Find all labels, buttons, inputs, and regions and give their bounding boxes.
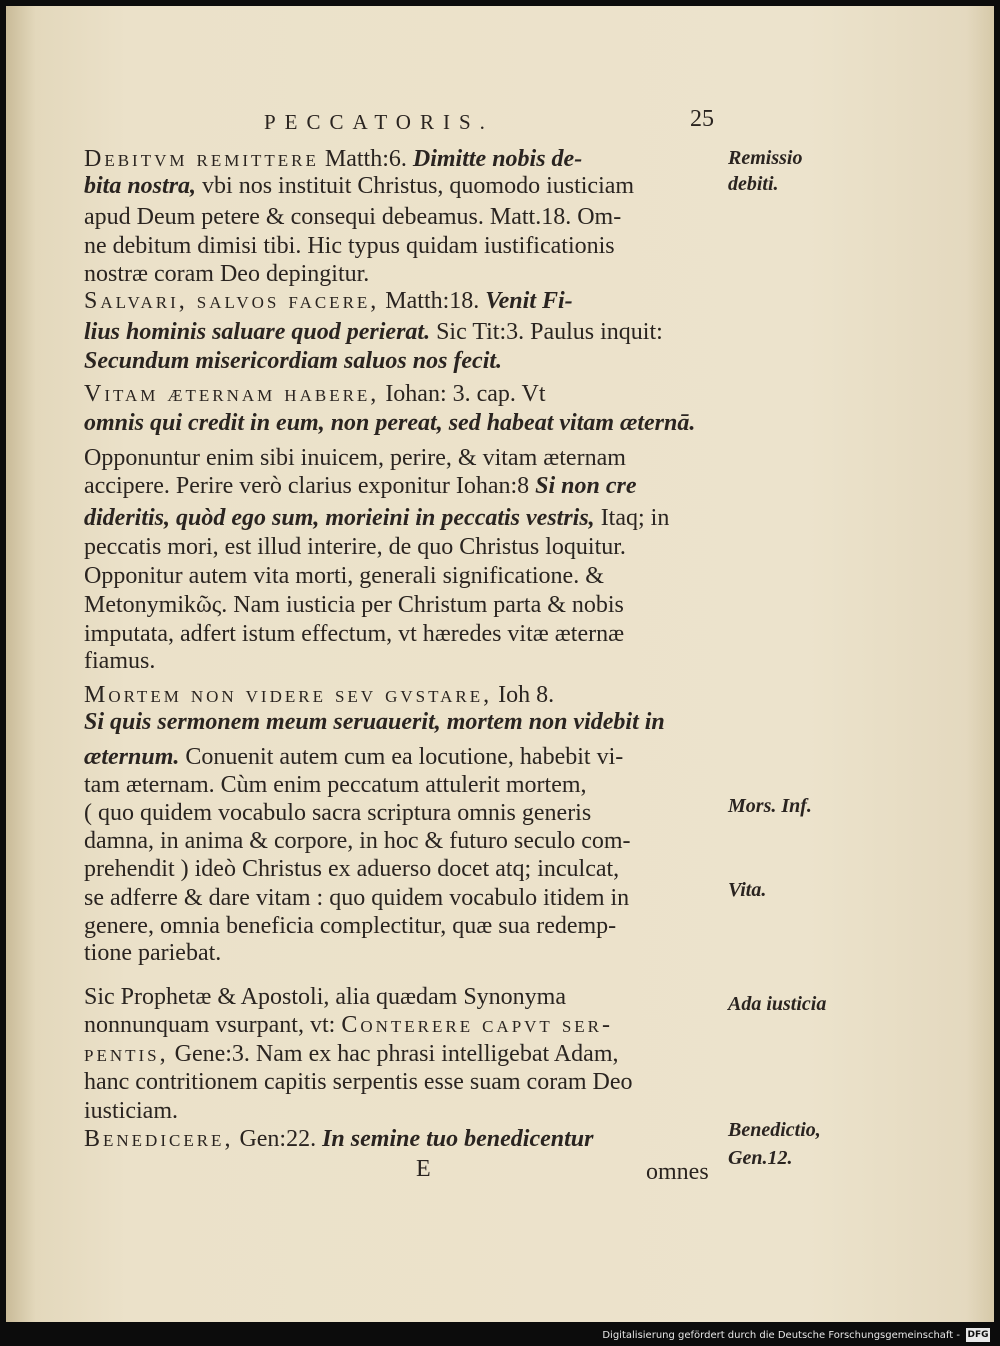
text-line [84,648,724,675]
text-segment: lius hominis saluare quod perierat. [84,319,431,345]
catchword: omnes [646,1159,709,1185]
text-line [84,913,724,940]
running-title: PECCATORIS. [264,110,494,134]
text-line [84,473,724,500]
text-line [84,940,724,967]
text-line [84,1098,724,1125]
text-segment: Venit Fi- [479,288,573,314]
text-segment: Matth:18. [379,288,480,314]
margin-note: Remissio [728,147,803,169]
text-segment: Conterere capvt ser- [341,1012,613,1038]
text-line [84,563,724,590]
text-line [84,800,724,827]
margin-note: debiti. [728,173,779,195]
text-segment: Vitam æternam habere, [84,381,380,407]
text-segment: Matth:6. [318,146,407,172]
text-segment: Conuenit autem cum ea locutione, habebit vi- [179,744,624,770]
text-line [84,1041,724,1068]
text-line [84,828,724,855]
text-line [84,885,724,912]
digitization-credit: Digitalisierung gefördert durch die Deutsche Forschungsgemeinschaft - [602,1330,960,1341]
text-segment: tione pariebat. [84,940,222,966]
dfg-logo: DFG [967,1330,989,1340]
text-line [84,146,724,173]
text-segment: dideritis, quòd ego sum, morieini in peccatis vestris, [84,505,595,531]
text-segment: In semine tuo benedicentur [316,1126,594,1152]
text-line [84,744,724,771]
text-segment: iusticiam. [84,1098,178,1124]
text-segment: ne debitum dimisi tibi. Hic typus quidam iustificationis [84,233,615,259]
text-segment: Si quis sermonem meum seruauerit, mortem non videbit in [84,709,665,735]
text-line [84,348,724,375]
text-segment: hanc contritionem capitis serpentis esse suam coram Deo [84,1069,633,1095]
text-segment: Sic Prophetæ & Apostoli, alia quædam Synonyma [84,984,566,1010]
text-segment: Debitvm remittere [84,146,319,172]
text-line [84,1012,724,1039]
text-line [84,381,724,408]
text-segment: Opponitur autem vita morti, generali significatione. & [84,563,604,589]
text-segment: nostræ coram Deo depingitur. [84,261,370,287]
margin-note: Ada iusticia [728,993,827,1015]
text-segment: genere, omnia beneficia complectitur, quæ sua redemp- [84,913,617,939]
page-number: 25 [690,106,714,132]
text-line [84,772,724,799]
text-segment: Salvari, salvos facere, [84,288,380,314]
text-segment: Itaq; in [594,505,670,531]
text-line [84,984,724,1011]
text-segment: Benedicere, [84,1126,234,1152]
text-segment: Secundum misericordiam saluos nos fecit. [84,348,503,374]
margin-note: Mors. Inf. [728,795,812,817]
text-segment: æternum. [84,744,180,770]
text-segment: imputata, adfert istum effectum, vt hæredes vitæ æternæ [84,621,625,647]
text-segment: Gen:22. [233,1126,317,1152]
signature-mark: E [416,1156,431,1182]
text-line [84,856,724,883]
text-line [84,1126,724,1153]
margin-note: Benedictio, [728,1119,821,1141]
text-segment: apud Deum petere & consequi debeamus. Matt.18. Om- [84,204,622,230]
text-segment: Sic Tit:3. Paulus inquit: [430,319,663,345]
text-segment: Iohan: 3. cap. Vt [379,381,546,407]
text-line [84,445,724,472]
text-segment: omnis qui credit in eum, non pereat, sed habeat vitam æternā. [84,410,696,436]
text-line [84,505,724,532]
text-segment: fiamus. [84,648,156,674]
text-line [84,204,724,231]
text-segment: Metonymikῶς. Nam iusticia per Christum parta & nobis [84,592,624,618]
text-segment: pentis, [84,1041,169,1067]
text-segment: Mortem non videre sev gvstare, [84,682,493,708]
text-segment: peccatis mori, est illud interire, de quo Christus loquitur. [84,534,626,560]
text-line [84,288,724,315]
text-segment: tam æternam. Cùm enim peccatum attulerit mortem, [84,772,587,798]
text-line [84,261,724,288]
text-segment: prehendit ) ideò Christus ex aduerso docet atq; inculcat, [84,856,620,882]
text-line [84,534,724,561]
text-line [84,709,724,736]
text-segment: ( quo quidem vocabulo sacra scriptura omnis generis [84,800,592,826]
text-segment: Dimitte nobis de- [406,146,583,172]
text-segment: Si non cre [529,473,637,499]
text-line [84,233,724,260]
text-segment: bita nostra, [84,173,197,199]
margin-note: Vita. [728,879,767,901]
text-line [84,621,724,648]
text-line [84,173,724,200]
margin-note: Gen.12. [728,1147,793,1169]
text-line [84,1069,724,1096]
text-segment: vbi nos instituit Christus, quomodo iusticiam [196,173,635,199]
text-segment: se adferre & dare vitam : quo quidem vocabulo itidem in [84,885,630,911]
text-line [84,592,724,619]
text-line [84,682,724,709]
text-segment: Ioh 8. [492,682,555,708]
text-segment: nonnunquam vsurpant, vt: [84,1012,342,1038]
text-line [84,410,724,437]
text-segment: Gene:3. Nam ex hac phrasi intelligebat Adam, [168,1041,619,1067]
text-segment: Opponuntur enim sibi inuicem, perire, & vitam æternam [84,445,626,471]
text-segment: accipere. Perire verò clarius exponitur Iohan:8 [84,473,530,499]
book-page [6,6,994,1322]
text-segment: damna, in anima & corpore, in hoc & futuro seculo com- [84,828,631,854]
text-line [84,319,724,346]
